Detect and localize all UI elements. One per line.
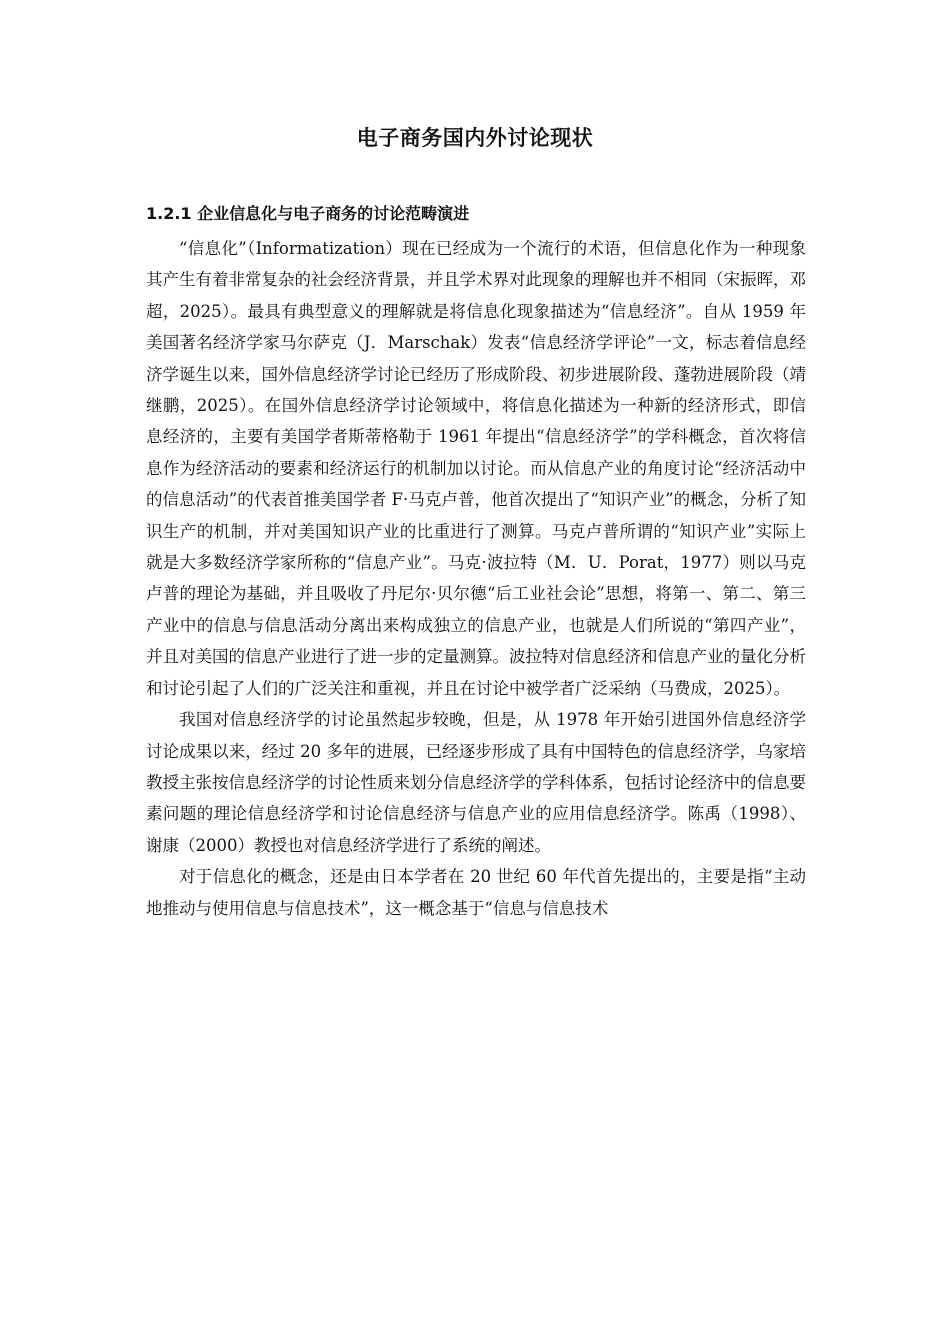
- paragraph: “信息化”（Informatization）现在已经成为一个流行的术语，但信息化作为一种现象其产生有着非常复杂的社会经济背景，并且学术界对此现象的理解也并不相同（宋振晖，邓超，2025）。最具有典型意义的理解就是将信息化现象描述为“信息经济”。自从 1959 年美国著名经济学家马尔萨克（J．Marschak）发表“信息经济学评论”一文，标志着信息经济学诞生以来，国外信息经济学讨论已经历了形成阶段、初步进展阶段、蓬勃进展阶段（靖继鹏，2025）。在国外信息经济学讨论领域中，将信息化描述为一种新的经济形式，即信息经济的，主要有美国学者斯蒂格勒于 1961 年提出“信息经济学”的学科概念，首次将信息作为经济活动的要素和经济运行的机制加以讨论。而从信息产业的角度讨论“经济活动中的信息活动”的代表首推美国学者 F·马克卢普，他首次提出了“知识产业”的概念，分析了知识生产的机制，并对美国知识产业的比重进行了测算。马克卢普所谓的“知识产业”实际上就是大多数经济学家所称的“信息产业”。马克·波拉特（M．U．Porat，1977）则以马克卢普的理论为基础，并且吸收了丹尼尔·贝尔德“后工业社会论”思想，将第一、第二、第三产业中的信息与信息活动分离出来构成独立的信息产业，也就是人们所说的“第四产业”，并且对美国的信息产业进行了进一步的定量测算。波拉特对信息经济和信息产业的量化分析和讨论引起了人们的广泛关注和重视，并且在讨论中被学者广泛采纳（马费成，2025）。: [146, 239, 806, 698]
- document-title: 电子商务国内外讨论现状: [356, 126, 594, 150]
- section-heading: 1.2.1 企业信息化与电子商务的讨论范畴演进: [146, 204, 470, 223]
- paragraph: 对于信息化的概念，还是由日本学者在 20 世纪 60 年代首先提出的，主要是指“主动地推动与使用信息与信息技术”，这一概念基于“信息与信息技术: [146, 867, 806, 918]
- paragraph: 我国对信息经济学的讨论虽然起步较晚，但是，从 1978 年开始引进国外信息经济学讨论成果以来，经过 20 多年的进展，已经逐步形成了具有中国特色的信息经济学，乌家培教授主张按信息经济学的讨论性质来划分信息经济学的学科体系，包括讨论经济中的信息要素问题的理论信息经济学和讨论信息经济与信息产业的应用信息经济学。陈禹（1998）、谢康（2000）教授也对信息经济学进行了系统的阐述。: [146, 710, 806, 855]
- document-body: [146, 233, 806, 924]
